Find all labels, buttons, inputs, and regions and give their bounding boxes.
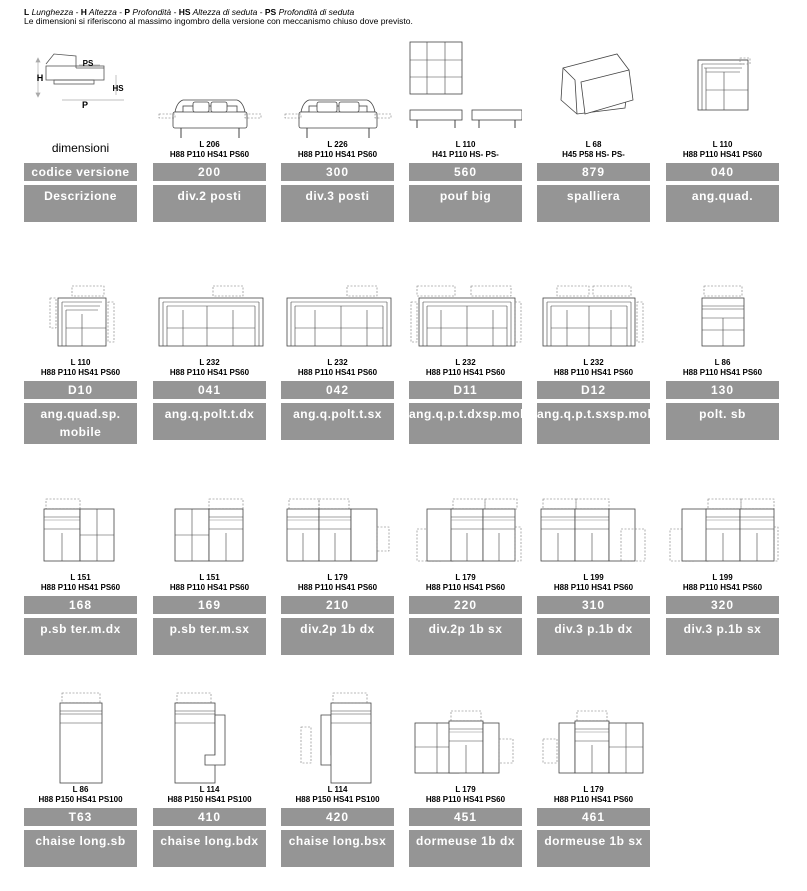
dimensions-label: H88 P110 HS41 PS60 <box>425 583 506 592</box>
product-cell <box>409 40 522 225</box>
product-cell <box>666 40 779 225</box>
product-cell <box>281 685 394 870</box>
version-code: D12 <box>537 381 650 399</box>
product-cell <box>409 258 532 443</box>
dimensions-label: H88 P110 HS41 PS60 <box>682 583 763 592</box>
dimensions-label: H88 P150 HS41 PS100 <box>295 795 380 804</box>
version-code: 040 <box>666 163 779 181</box>
product-drawing <box>666 40 779 144</box>
length-label: L 199 <box>712 573 733 582</box>
length-label: L 68 <box>585 140 602 149</box>
version-code: 169 <box>153 596 266 614</box>
product-drawing <box>409 685 522 789</box>
product-cell <box>153 258 266 443</box>
version-code: 451 <box>409 808 522 826</box>
length-label: L 114 <box>327 785 348 794</box>
dimensions-label: H88 P110 HS41 PS60 <box>297 150 378 159</box>
legend-header: L Lunghezza - H Altezza - P Profondità - HS Altezza di seduta - PS Profondità di seduta <box>24 7 355 17</box>
hs-label: HS <box>112 84 124 93</box>
product-drawing <box>281 40 394 144</box>
product-cell <box>153 473 266 658</box>
codice-versione-label: codice versione <box>24 163 137 181</box>
description-label: dormeuse 1b dx <box>409 830 522 867</box>
dimensions-label: H88 P110 HS41 PS60 <box>682 150 763 159</box>
product-drawing <box>153 473 266 577</box>
descrizione-label: Descrizione <box>24 185 137 222</box>
product-cell <box>153 685 266 870</box>
product-cell <box>409 685 522 870</box>
dimensions-label: H88 P110 HS41 PS60 <box>169 583 250 592</box>
length-label: L 110 <box>712 140 733 149</box>
description-label: div.3 p.1b dx <box>537 618 650 655</box>
product-cell <box>666 473 779 658</box>
length-label: L 151 <box>199 573 220 582</box>
length-label: L 206 <box>199 140 220 149</box>
version-code: 130 <box>666 381 779 399</box>
description-label: polt. sb <box>666 403 779 440</box>
description-label: ang.q.polt.t.dx <box>153 403 266 440</box>
product-cell <box>281 473 394 658</box>
product-drawing <box>409 40 522 144</box>
product-drawing <box>537 685 650 789</box>
length-label: L 199 <box>583 573 604 582</box>
product-cell <box>281 40 394 225</box>
length-label: L 114 <box>199 785 220 794</box>
product-drawing <box>666 258 779 362</box>
dimensions-label: H88 P110 HS41 PS60 <box>40 368 121 377</box>
length-label: L 179 <box>455 785 476 794</box>
length-label: L 226 <box>327 140 348 149</box>
length-label: L 179 <box>455 573 476 582</box>
description-label: ang.q.polt.t.sx <box>281 403 394 440</box>
description-label: div.2 posti <box>153 185 266 222</box>
length-label: L 110 <box>455 140 476 149</box>
product-cell <box>537 685 650 870</box>
dimensions-label: H88 P110 HS41 PS60 <box>553 795 634 804</box>
dimensions-label: H88 P110 HS41 PS60 <box>297 583 378 592</box>
length-label: L 232 <box>327 358 348 367</box>
product-drawing <box>666 473 779 577</box>
product-drawing <box>537 40 650 144</box>
product-cell <box>537 40 650 225</box>
version-code: 200 <box>153 163 266 181</box>
dimensions-label: H88 P110 HS41 PS60 <box>425 795 506 804</box>
dimensions-note: Le dimensioni si riferiscono al massimo ingombro della versione con meccanismo chiuso dove previsto. <box>24 16 413 26</box>
length-label: L 110 <box>70 358 91 367</box>
version-code: 420 <box>281 808 394 826</box>
description-label: p.sb ter.m.sx <box>153 618 266 655</box>
length-label: L 232 <box>583 358 604 367</box>
product-cell <box>666 258 779 443</box>
description-label: chaise long.sb <box>24 830 137 867</box>
version-code: 879 <box>537 163 650 181</box>
length-label: L 179 <box>583 785 604 794</box>
version-code: 300 <box>281 163 394 181</box>
version-code: 220 <box>409 596 522 614</box>
version-code: 042 <box>281 381 394 399</box>
product-drawing <box>24 685 137 789</box>
product-drawing <box>281 258 394 362</box>
product-cell <box>281 258 394 443</box>
version-code: 310 <box>537 596 650 614</box>
description-label: ang.q.p.t.sxsp.mob. <box>537 403 650 444</box>
version-code: D11 <box>409 381 522 399</box>
dimensions-label: H88 P110 HS41 PS60 <box>169 368 250 377</box>
version-code: 560 <box>409 163 522 181</box>
length-label: L 232 <box>455 358 476 367</box>
description-label: div.2p 1b dx <box>281 618 394 655</box>
dimensions-label: H41 P110 HS- PS- <box>432 150 499 159</box>
product-cell <box>537 473 650 658</box>
product-drawing <box>153 685 266 789</box>
product-cell <box>24 473 137 658</box>
description-label: div.3 posti <box>281 185 394 222</box>
description-label: ang.quad.sp. mobile <box>24 403 137 444</box>
version-code: D10 <box>24 381 137 399</box>
dimensions-label: H45 P58 HS- PS- <box>562 150 625 159</box>
description-label: dormeuse 1b sx <box>537 830 650 867</box>
version-code: 410 <box>153 808 266 826</box>
dimensions-label: H88 P150 HS41 PS100 <box>167 795 252 804</box>
version-code: 168 <box>24 596 137 614</box>
product-drawing <box>281 473 394 577</box>
description-label: ang.quad. <box>666 185 779 222</box>
description-label: p.sb ter.m.dx <box>24 618 137 655</box>
dimensions-label: H88 P110 HS41 PS60 <box>40 583 121 592</box>
length-label: L 179 <box>327 573 348 582</box>
dimensions-label: H88 P110 HS41 PS60 <box>169 150 250 159</box>
length-label: L 86 <box>72 785 89 794</box>
product-cell <box>24 258 137 443</box>
dimensioni-label: dimensioni <box>51 141 110 155</box>
dimensions-label: H88 P110 HS41 PS60 <box>297 368 378 377</box>
length-label: L 151 <box>70 573 91 582</box>
product-drawing <box>24 258 137 362</box>
description-label: div.3 p.1b sx <box>666 618 779 655</box>
version-code: T63 <box>24 808 137 826</box>
description-label: pouf big <box>409 185 522 222</box>
product-cell <box>537 258 660 443</box>
version-code: 041 <box>153 381 266 399</box>
product-drawing <box>281 685 394 789</box>
dimensions-label: H88 P150 HS41 PS100 <box>38 795 123 804</box>
description-label: chaise long.bdx <box>153 830 266 867</box>
product-cell <box>24 685 137 870</box>
version-code: 210 <box>281 596 394 614</box>
description-label: div.2p 1b sx <box>409 618 522 655</box>
ps-label: PS <box>82 59 94 68</box>
description-label: spalliera <box>537 185 650 222</box>
dimensions-label: H88 P110 HS41 PS60 <box>553 368 634 377</box>
product-drawing <box>409 258 522 362</box>
dimensions-label: H88 P110 HS41 PS60 <box>553 583 634 592</box>
p-label: P <box>81 100 89 110</box>
length-label: L 232 <box>199 358 220 367</box>
product-drawing <box>153 258 266 362</box>
dimension-diagram <box>24 40 137 144</box>
product-drawing <box>24 473 137 577</box>
h-label: H <box>36 73 44 83</box>
description-label: chaise long.bsx <box>281 830 394 867</box>
dimensions-label: H88 P110 HS41 PS60 <box>425 368 506 377</box>
version-code: 320 <box>666 596 779 614</box>
product-drawing <box>153 40 266 144</box>
product-drawing <box>409 473 522 577</box>
version-code: 461 <box>537 808 650 826</box>
product-drawing <box>537 473 650 577</box>
legend-cell <box>24 40 137 225</box>
product-cell <box>153 40 266 225</box>
product-drawing <box>537 258 650 362</box>
product-cell <box>409 473 522 658</box>
description-label: ang.q.p.t.dxsp.mob. <box>409 403 522 444</box>
length-label: L 86 <box>714 358 731 367</box>
dimensions-label: H88 P110 HS41 PS60 <box>682 368 763 377</box>
